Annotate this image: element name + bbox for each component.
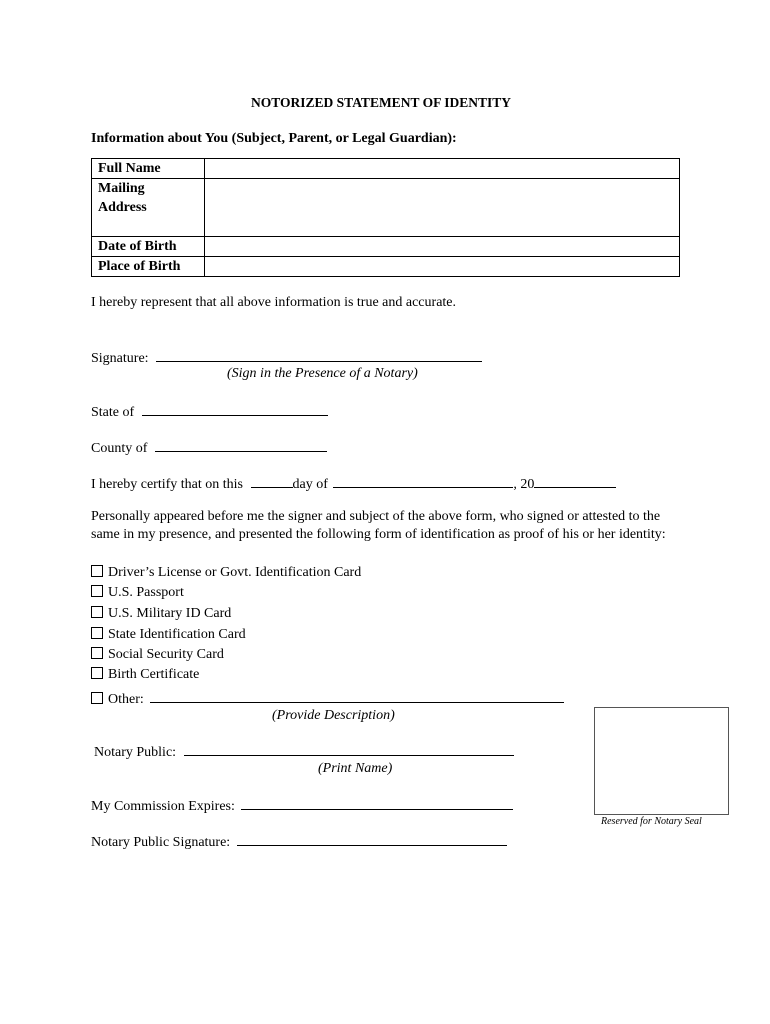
date-of-birth-field[interactable]	[205, 237, 680, 257]
notary-signature-row	[91, 832, 507, 851]
notary-seal-box	[594, 707, 729, 815]
certify-month-line[interactable]	[333, 474, 513, 488]
certify-prefix: I hereby certify that on this	[91, 477, 244, 492]
checkbox-label: Driver’s License or Govt. Identification Card	[108, 565, 362, 580]
state-line[interactable]	[142, 402, 328, 416]
notary-public-row	[94, 742, 514, 761]
place-of-birth-label: Place of Birth	[92, 257, 205, 277]
checkbox-icon[interactable]	[91, 606, 103, 618]
county-label: County of	[91, 441, 148, 456]
notary-signature-line[interactable]	[237, 832, 507, 846]
checkbox-icon[interactable]	[91, 585, 103, 597]
checkbox-label: Social Security Card	[108, 647, 224, 662]
mailing-address-label	[92, 179, 205, 237]
signature-row	[91, 348, 482, 367]
notary-signature-label: Notary Public Signature:	[91, 835, 231, 850]
checkbox-state-id[interactable]	[91, 627, 246, 643]
print-name-note: (Print Name)	[318, 761, 393, 776]
represent-statement: I hereby represent that all above information is true and accurate.	[91, 295, 457, 310]
checkbox-birth-certificate[interactable]	[91, 667, 199, 683]
certify-row	[91, 474, 616, 493]
mailing-label-line-1: Mailing	[98, 181, 145, 196]
place-of-birth-field[interactable]	[205, 257, 680, 277]
notary-name-line[interactable]	[184, 742, 514, 756]
county-row	[91, 438, 327, 457]
appeared-paragraph: Personally appeared before me the signer and subject of the above form, who signed or attested to the same in my presence, and presented the following form of identification as proof of his or her identity:	[91, 509, 666, 542]
notary-public-label: Notary Public:	[94, 745, 177, 760]
certify-day-of: day of	[292, 477, 328, 492]
certify-day-line[interactable]	[251, 474, 293, 488]
checkbox-label: Birth Certificate	[108, 667, 200, 682]
certify-year-prefix: , 20	[513, 477, 535, 492]
checkbox-icon[interactable]	[91, 647, 103, 659]
checkbox-other[interactable]	[91, 689, 564, 708]
commission-label: My Commission Expires:	[91, 799, 235, 814]
checkbox-label: State Identification Card	[108, 627, 246, 642]
signature-note: (Sign in the Presence of a Notary)	[227, 366, 418, 381]
info-table	[91, 158, 680, 277]
page-title: NOTORIZED STATEMENT OF IDENTITY	[251, 95, 511, 110]
mailing-label-line-2: Address	[98, 200, 147, 215]
state-row	[91, 402, 328, 421]
checkbox-label: U.S. Military ID Card	[108, 606, 232, 621]
checkbox-label: Other:	[108, 692, 144, 707]
checkbox-icon[interactable]	[91, 627, 103, 639]
checkbox-icon[interactable]	[91, 565, 103, 577]
certify-year-line[interactable]	[534, 474, 616, 488]
commission-line[interactable]	[241, 796, 513, 810]
checkbox-drivers-license[interactable]	[91, 565, 361, 581]
notary-seal-label: Reserved for Notary Seal	[601, 816, 702, 827]
checkbox-icon[interactable]	[91, 692, 103, 704]
signature-label: Signature:	[91, 351, 149, 366]
checkbox-us-passport[interactable]	[91, 585, 184, 601]
date-of-birth-label: Date of Birth	[92, 237, 205, 257]
county-line[interactable]	[155, 438, 327, 452]
checkbox-social-security[interactable]	[91, 647, 224, 663]
checkbox-military-id[interactable]	[91, 606, 231, 622]
commission-row	[91, 796, 513, 815]
state-label: State of	[91, 405, 135, 420]
other-description-line[interactable]	[150, 689, 564, 703]
signature-line[interactable]	[156, 348, 482, 362]
full-name-field[interactable]	[205, 159, 680, 179]
other-note: (Provide Description)	[272, 708, 395, 723]
section-heading: Information about You (Subject, Parent, or Legal Guardian):	[91, 131, 457, 146]
checkbox-label: U.S. Passport	[108, 585, 184, 600]
full-name-label: Full Name	[92, 159, 205, 179]
mailing-address-field[interactable]	[205, 179, 680, 237]
checkbox-icon[interactable]	[91, 667, 103, 679]
